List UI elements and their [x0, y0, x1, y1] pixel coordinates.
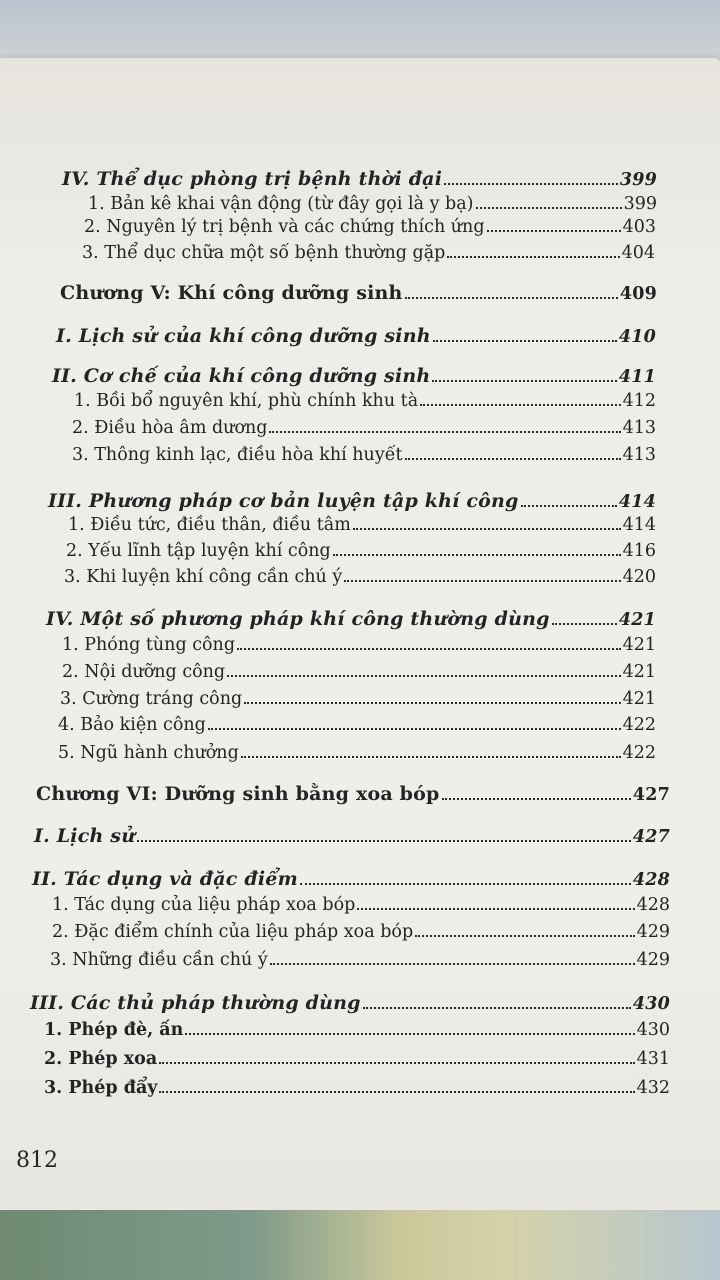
- toc-entry: [32, 868, 670, 890]
- toc-title: 3. Những điều cần chú ý: [50, 950, 268, 970]
- toc-title: 2. Nội dưỡng công: [62, 662, 226, 682]
- toc-title: 4. Bảo kiện công: [58, 715, 206, 735]
- page-number: 812: [16, 1148, 58, 1173]
- dot-leader: [432, 380, 616, 382]
- dot-leader: [237, 648, 621, 650]
- toc-page-number: 414: [618, 492, 656, 512]
- toc-page-number: 429: [636, 950, 670, 970]
- toc-page-number: 427: [632, 785, 670, 805]
- toc-page-number: 428: [632, 870, 670, 890]
- dot-leader: [344, 580, 620, 582]
- toc-title: 5. Ngũ hành chưởng: [58, 743, 239, 763]
- toc-page-number: 403: [622, 217, 656, 237]
- toc-entry: [52, 365, 656, 387]
- toc-entry: [82, 243, 655, 263]
- toc-title: 1. Tác dụng của liệu pháp xoa bóp: [52, 895, 356, 915]
- toc-entry: [44, 1020, 670, 1040]
- dot-leader: [363, 1007, 631, 1009]
- dot-leader: [241, 756, 621, 758]
- dot-leader: [405, 297, 618, 299]
- dot-leader: [159, 1091, 634, 1093]
- toc-page-number: 399: [619, 170, 657, 190]
- toc-entry: [58, 743, 656, 763]
- toc-title: 1. Phóng tùng công: [62, 635, 236, 655]
- toc-entry: [64, 567, 656, 587]
- dot-leader: [442, 798, 631, 800]
- toc-entry: [56, 325, 656, 347]
- toc-page-number: 432: [636, 1078, 670, 1098]
- toc-title: 2. Đặc điểm chính của liệu pháp xoa bóp: [52, 922, 414, 942]
- toc-page-number: 427: [632, 827, 670, 847]
- toc-entry: [66, 541, 656, 561]
- toc-page-number: 404: [621, 243, 655, 263]
- toc-title: I. Lịch sử của khí công dưỡng sinh: [56, 325, 431, 347]
- toc-page-number: 413: [622, 418, 656, 438]
- toc-page-number: 414: [622, 515, 656, 535]
- toc-entry: [68, 515, 656, 535]
- dot-leader: [208, 728, 621, 730]
- dot-leader: [333, 554, 621, 556]
- toc-entry: [50, 950, 670, 970]
- toc-entry: [58, 715, 656, 735]
- toc-title: 2. Điều hòa âm dương: [72, 418, 268, 438]
- toc-page-number: 416: [622, 541, 656, 561]
- toc-entry: [52, 922, 670, 942]
- toc-page-number: 431: [636, 1049, 670, 1069]
- toc-page-number: 421: [622, 662, 656, 682]
- toc-page-number: 430: [632, 994, 670, 1014]
- toc-entry: [84, 217, 656, 237]
- toc-page-number: 399: [623, 194, 657, 214]
- dot-leader: [521, 505, 617, 507]
- toc-entry: [30, 992, 670, 1014]
- toc-title: 2. Phép xoa: [44, 1049, 158, 1069]
- toc-page-number: 409: [619, 284, 657, 304]
- toc-title: 1. Điều tức, điều thân, điều tâm: [68, 515, 351, 535]
- dot-leader: [420, 404, 620, 406]
- toc-title: 3. Khi luyện khí công cần chú ý: [64, 567, 343, 587]
- dot-leader: [137, 840, 631, 842]
- toc-title: III. Phương pháp cơ bản luyện tập khí công: [48, 490, 519, 512]
- toc-title: 3. Thông kinh lạc, điều hòa khí huyết: [72, 445, 403, 465]
- toc-entry: [44, 1078, 670, 1098]
- toc-page-number: 422: [622, 743, 656, 763]
- toc-page-number: 421: [622, 689, 656, 709]
- dot-leader: [415, 935, 634, 937]
- dot-leader: [476, 207, 622, 209]
- toc-title: II. Tác dụng và đặc điểm: [32, 868, 298, 890]
- toc-title: 3. Thể dục chữa một số bệnh thường gặp: [82, 243, 446, 263]
- toc-page-number: 410: [618, 327, 656, 347]
- toc-entry: [62, 635, 656, 655]
- dot-leader: [487, 230, 621, 232]
- toc-page-number: 422: [622, 715, 656, 735]
- toc-title: Chương VI: Dưỡng sinh bằng xoa bóp: [36, 783, 440, 805]
- toc-entry: [36, 783, 670, 805]
- toc-entry: [62, 168, 657, 190]
- dot-leader: [552, 623, 617, 625]
- toc-title: IV. Một số phương pháp khí công thường dùng: [46, 608, 550, 630]
- toc-entry: [72, 445, 656, 465]
- toc-page-number: 429: [636, 922, 670, 942]
- dot-leader: [300, 883, 631, 885]
- toc-title: Chương V: Khí công dưỡng sinh: [60, 282, 403, 304]
- dot-leader: [270, 963, 635, 965]
- toc-entry: [60, 689, 656, 709]
- dot-leader: [185, 1033, 634, 1035]
- toc-entry: [72, 418, 656, 438]
- dot-leader: [269, 431, 620, 433]
- toc-entry: [88, 194, 657, 214]
- dot-leader: [447, 256, 619, 258]
- toc-title: 2. Nguyên lý trị bệnh và các chứng thích ứng: [84, 217, 485, 237]
- toc-entry: [48, 490, 656, 512]
- toc-entry: [62, 662, 656, 682]
- background-bottom: [0, 1210, 720, 1280]
- dot-leader: [244, 702, 620, 704]
- toc-title: 1. Bồi bổ nguyên khí, phù chính khu tà: [74, 391, 419, 411]
- toc-page-number: 421: [622, 635, 656, 655]
- dot-leader: [357, 908, 634, 910]
- toc-title: I. Lịch sử: [34, 825, 136, 847]
- dot-leader: [405, 458, 621, 460]
- dot-leader: [227, 675, 620, 677]
- toc-title: 2. Yếu lĩnh tập luyện khí công: [66, 541, 331, 561]
- toc-page-number: 430: [636, 1020, 670, 1040]
- toc-title: 3. Cường tráng công: [60, 689, 243, 709]
- toc-page-number: 428: [636, 895, 670, 915]
- toc-entry: [52, 895, 670, 915]
- toc-title: 1. Phép đè, ấn: [44, 1020, 184, 1040]
- toc-entry: [46, 608, 656, 630]
- toc-entry: [74, 391, 656, 411]
- toc-entry: [60, 282, 657, 304]
- toc-title: IV. Thể dục phòng trị bệnh thời đại: [62, 168, 443, 190]
- toc-entry: [34, 825, 670, 847]
- dot-leader: [159, 1062, 634, 1064]
- toc-entry: [44, 1049, 670, 1069]
- toc-page-number: 412: [622, 391, 656, 411]
- toc-page-number: 420: [622, 567, 656, 587]
- toc-page-number: 413: [622, 445, 656, 465]
- dot-leader: [353, 528, 621, 530]
- toc-title: 1. Bản kê khai vận động (từ đây gọi là y bạ): [88, 194, 474, 214]
- toc-title: III. Các thủ pháp thường dùng: [30, 992, 361, 1014]
- toc-page-number: 421: [618, 610, 656, 630]
- dot-leader: [444, 183, 618, 185]
- toc-page-number: 411: [618, 367, 656, 387]
- dot-leader: [433, 340, 617, 342]
- toc-title: 3. Phép đẩy: [44, 1078, 158, 1098]
- toc-title: II. Cơ chế của khí công dưỡng sinh: [52, 365, 431, 387]
